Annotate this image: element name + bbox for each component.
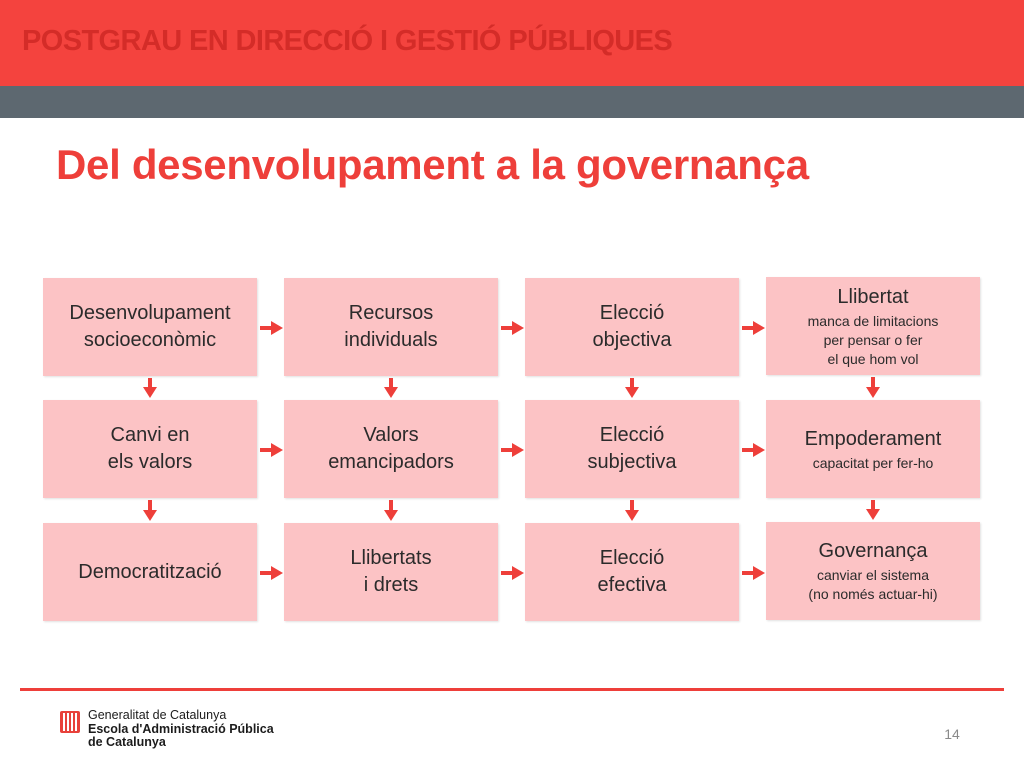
box-main-line: efectiva — [597, 574, 667, 596]
logo-line-1: Generalitat de Catalunya — [88, 708, 227, 722]
flow-arrowhead-right — [753, 443, 765, 457]
flow-arrowhead-right — [271, 566, 283, 580]
course-title: POSTGRAU EN DIRECCIÓ I GESTIÓ PÚBLIQUES — [22, 25, 673, 57]
flow-arrowhead-right — [753, 566, 765, 580]
box-main-text — [598, 545, 667, 599]
flow-arrowhead-right — [271, 443, 283, 457]
box-main-line: els valors — [107, 451, 193, 473]
box-main-line: Desenvolupament — [69, 302, 231, 324]
box-main-text — [344, 300, 437, 354]
page-number: 14 — [944, 726, 960, 742]
header-band — [0, 0, 1024, 86]
diagram-box — [43, 278, 257, 376]
flow-arrowhead-down — [384, 387, 398, 398]
logo-line-3: de Catalunya — [88, 735, 166, 749]
box-main-line: socioeconòmic — [83, 329, 217, 351]
diagram-box — [766, 522, 980, 620]
flow-arrowhead-down — [625, 510, 639, 521]
diagram-box — [525, 523, 739, 621]
box-sub-text — [808, 566, 937, 604]
flow-arrowhead-down — [384, 510, 398, 521]
box-main-line: Elecció — [599, 547, 665, 569]
box-main-text — [69, 300, 230, 354]
box-main-line: individuals — [344, 329, 438, 351]
box-sub-line: el que hom vol — [827, 350, 919, 367]
box-main-line: subjectiva — [587, 451, 677, 473]
box-main-text — [328, 422, 454, 476]
box-main-line: Governança — [818, 540, 928, 562]
box-main-text — [837, 284, 908, 311]
box-main-text — [350, 545, 431, 599]
box-main-line: Llibertats — [350, 547, 432, 569]
box-main-text — [78, 559, 221, 586]
box-main-text — [108, 422, 192, 476]
flow-arrowhead-right — [512, 443, 524, 457]
box-main-line: objectiva — [592, 329, 672, 351]
box-main-line: i drets — [363, 574, 419, 596]
diagram-box — [525, 400, 739, 498]
box-main-line: Canvi en — [110, 424, 190, 446]
diagram-box — [43, 523, 257, 621]
diagram-box — [284, 278, 498, 376]
box-main-line: Valors — [363, 424, 419, 446]
flow-arrowhead-right — [753, 321, 765, 335]
box-main-line: Recursos — [348, 302, 434, 324]
flow-arrowhead-down — [143, 387, 157, 398]
diagram-box — [284, 400, 498, 498]
box-sub-text — [813, 454, 934, 473]
flow-arrowhead-down — [625, 387, 639, 398]
diagram-box — [525, 278, 739, 376]
flow-arrowhead-right — [512, 566, 524, 580]
box-sub-line: per pensar o fer — [823, 331, 923, 348]
flow-arrowhead-right — [271, 321, 283, 335]
diagram-box — [43, 400, 257, 498]
generalitat-senyera-icon — [60, 711, 80, 733]
header-gray-band — [0, 86, 1024, 118]
box-sub-line: canviar el sistema — [816, 567, 930, 583]
box-sub-line: (no només actuar-hi) — [808, 586, 938, 602]
flow-arrowhead-down — [866, 387, 880, 398]
diagram-box — [766, 400, 980, 498]
box-main-text — [588, 422, 677, 476]
institution-logo — [60, 709, 274, 750]
flow-arrowhead-down — [143, 510, 157, 521]
box-main-line: Elecció — [599, 302, 665, 324]
box-main-text — [593, 300, 672, 354]
flow-arrowhead-right — [512, 321, 524, 335]
diagram-box — [766, 277, 980, 375]
box-sub-line: manca de limitacions — [807, 312, 939, 329]
box-main-line: Llibertat — [837, 285, 909, 308]
box-sub-line: capacitat per fer-ho — [812, 454, 934, 471]
box-sub-text — [808, 312, 939, 369]
footer-divider — [20, 688, 1004, 691]
diagram-box — [284, 523, 498, 621]
box-main-text — [819, 538, 928, 565]
box-main-line: emancipadors — [328, 451, 454, 473]
box-main-line: Democratització — [78, 560, 222, 583]
box-main-line: Empoderament — [804, 427, 942, 450]
logo-line-2: Escola d'Administració Pública — [88, 721, 274, 736]
slide-title: Del desenvolupament a la governança — [56, 141, 809, 188]
box-main-line: Elecció — [599, 424, 665, 446]
box-main-text — [805, 426, 942, 453]
flow-arrowhead-down — [866, 509, 880, 520]
